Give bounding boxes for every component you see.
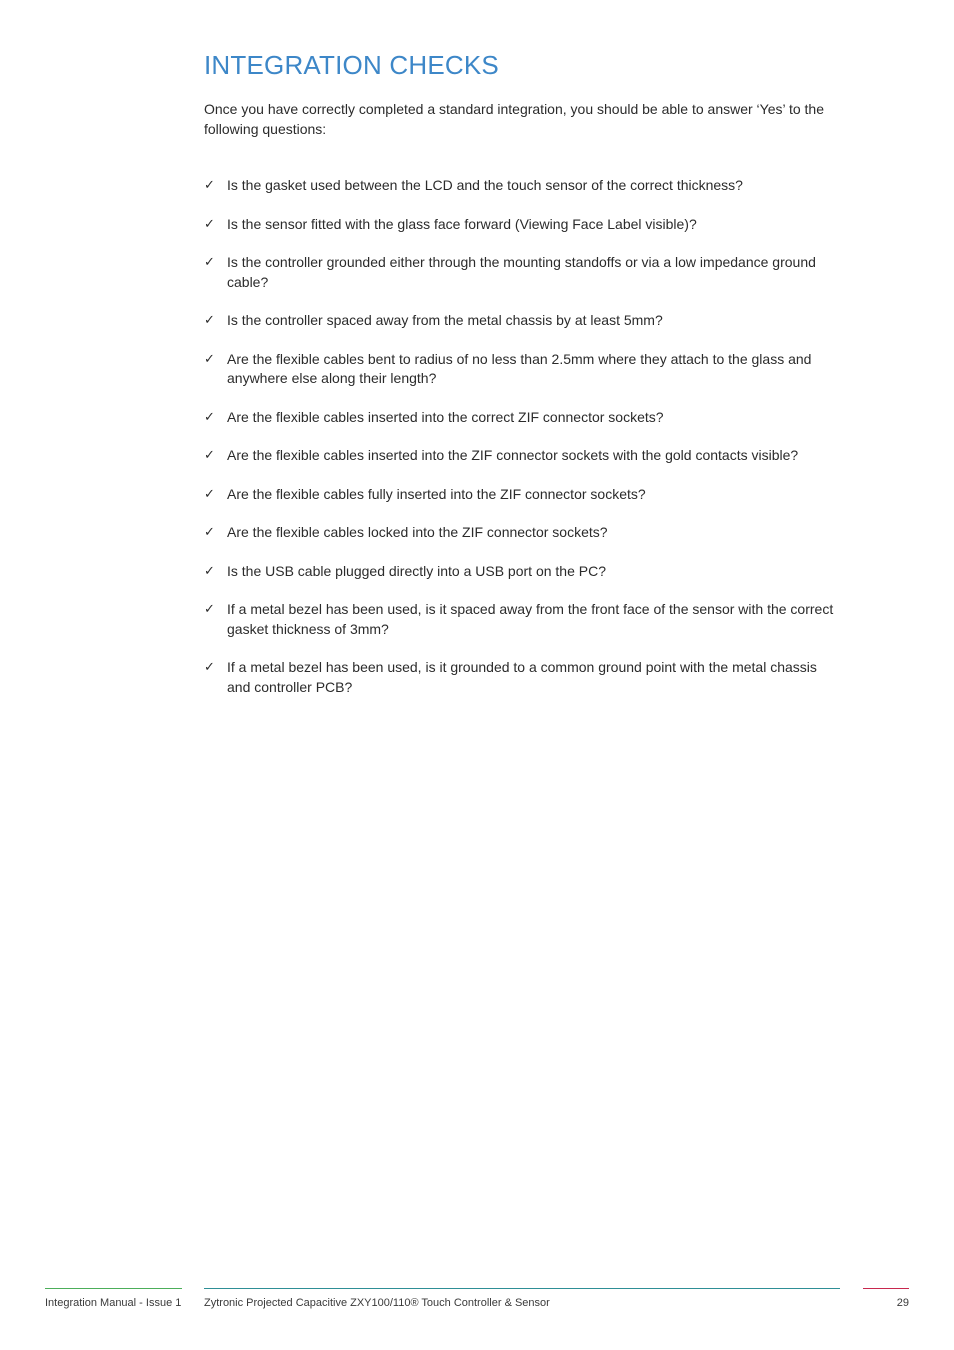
- checklist-item-text: Are the flexible cables inserted into the correct ZIF connector sockets?: [227, 408, 664, 425]
- check-mark-icon: ✓: [204, 448, 215, 463]
- check-mark-icon: ✓: [204, 409, 215, 425]
- checklist-item: [204, 176, 840, 196]
- checklist-item: [204, 253, 840, 292]
- check-mark-icon: ✓: [204, 602, 215, 617]
- check-mark-icon: ✓: [204, 313, 215, 328]
- check-mark-icon: ✓: [204, 178, 215, 193]
- checklist-item: [204, 485, 840, 505]
- checklist-item: [204, 446, 840, 466]
- check-mark-icon: ✓: [204, 660, 215, 675]
- page-title: INTEGRATION CHECKS: [204, 50, 499, 80]
- checklist-item-text: Is the gasket used between the LCD and the touch sensor of the correct thickness?: [227, 177, 743, 193]
- check-mark-icon: ✓: [204, 525, 215, 540]
- checklist-item: [204, 215, 840, 235]
- checklist-item-text: Are the flexible cables bent to radius of no less than 2.5mm where they attach to the glass and anywhere else along their length?: [227, 350, 812, 386]
- footer-rule-left: [45, 1288, 182, 1289]
- checklist-item-text: If a metal bezel has been used, is it spaced away from the front face of the sensor with the correct gasket thickness of 3mm?: [227, 601, 834, 637]
- checklist-item: [204, 658, 840, 697]
- check-mark-icon: ✓: [204, 351, 215, 367]
- checklist-item-text: Are the flexible cables fully inserted into the ZIF connector sockets?: [227, 485, 646, 502]
- checklist-item-text: If a metal bezel has been used, is it grounded to a common ground point with the metal chassis and controller PCB?: [227, 659, 817, 695]
- footer-rule-center: [204, 1288, 840, 1289]
- checklist-item-text: Is the USB cable plugged directly into a USB port on the PC?: [227, 562, 606, 579]
- footer-document-title: Integration Manual - Issue 1: [45, 1297, 182, 1309]
- footer-product-name: Zytronic Projected Capacitive ZXY100/110® Touch Controller & Sensor: [204, 1297, 550, 1309]
- checklist-item: [204, 408, 840, 428]
- checklist-item-text: Is the controller spaced away from the metal chassis by at least 5mm?: [227, 312, 663, 328]
- check-mark-icon: ✓: [204, 563, 215, 579]
- checklist-item: [204, 562, 840, 582]
- checklist-item: [204, 523, 840, 543]
- footer-page-number: 29: [896, 1297, 909, 1309]
- checklist-item-text: Is the sensor fitted with the glass face forward (Viewing Face Label visible)?: [227, 215, 697, 232]
- checklist-item-text: Is the controller grounded either through the mounting standoffs or via a low impedance ground cable?: [227, 254, 816, 290]
- check-mark-icon: ✓: [204, 486, 215, 502]
- integration-checklist: [204, 176, 840, 716]
- checklist-item: [204, 311, 840, 331]
- footer-rule-right: [863, 1288, 909, 1289]
- check-mark-icon: ✓: [204, 255, 215, 270]
- check-mark-icon: ✓: [204, 216, 215, 232]
- checklist-item: [204, 350, 840, 389]
- checklist-item-text: Are the flexible cables inserted into the ZIF connector sockets with the gold contacts visible?: [227, 447, 799, 463]
- intro-paragraph: Once you have correctly completed a standard integration, you should be able to answer ‘Yes’ to the following questions:: [204, 101, 825, 137]
- checklist-item-text: Are the flexible cables locked into the ZIF connector sockets?: [227, 524, 608, 540]
- checklist-item: [204, 600, 840, 639]
